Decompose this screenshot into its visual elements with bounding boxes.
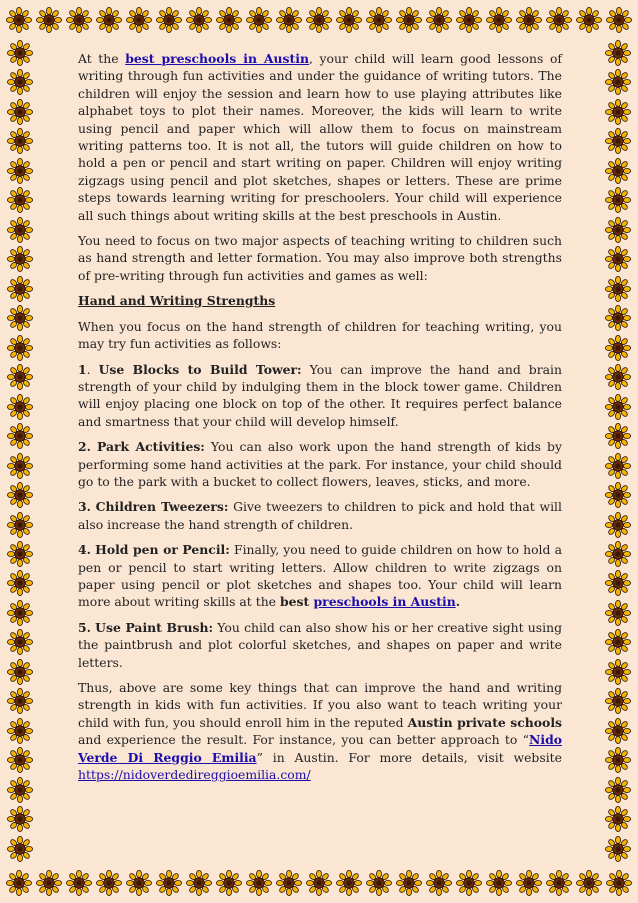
sunflower-icon xyxy=(7,836,33,862)
sunflower-icon xyxy=(605,187,631,213)
sunflower-icon xyxy=(7,453,33,479)
sunflower-icon xyxy=(7,40,33,66)
sunflower-icon xyxy=(7,217,33,243)
sunflower-icon xyxy=(605,453,631,479)
sunflower-icon xyxy=(6,870,32,896)
sunflower-icon xyxy=(7,688,33,714)
sunflower-icon xyxy=(486,870,512,896)
sunflower-icon xyxy=(6,7,32,33)
sunflower-icon xyxy=(605,305,631,331)
sunflower-icon xyxy=(216,7,242,33)
sunflower-icon xyxy=(7,335,33,361)
sunflower-icon xyxy=(246,7,272,33)
sunflower-icon xyxy=(396,7,422,33)
sunflower-icon xyxy=(606,870,632,896)
sunflower-icon xyxy=(605,364,631,390)
sunflower-icon xyxy=(426,7,452,33)
article-body xyxy=(78,50,562,791)
sunflower-icon xyxy=(605,99,631,125)
sunflower-icon xyxy=(605,600,631,626)
left-flower-border xyxy=(4,40,36,862)
sunflower-icon xyxy=(126,7,152,33)
sunflower-icon xyxy=(336,870,362,896)
sunflower-icon xyxy=(7,747,33,773)
sunflower-icon xyxy=(7,777,33,803)
sunflower-icon xyxy=(7,276,33,302)
sunflower-icon xyxy=(7,718,33,744)
sunflower-icon xyxy=(456,870,482,896)
sunflower-icon xyxy=(7,806,33,832)
sunflower-icon xyxy=(7,158,33,184)
sunflower-icon xyxy=(156,7,182,33)
list-item: 4. Hold pen or Pencil: Finally, you need to guide children on how to hold a pen or pencil to start writing letters. Allow children to write zigzags on paper using pencil or plot sketches and shapes too. Your child will learn more about writing skills at the best preschools in Austin. xyxy=(78,542,562,610)
sunflower-icon xyxy=(456,7,482,33)
nido-verde-link[interactable]: Nido Verde Di Reggio Emilia xyxy=(78,732,562,765)
list-item: 3. Children Tweezers: Give tweezers to children to pick and hold that will also increase the hand strength of children. xyxy=(78,499,562,532)
sunflower-icon xyxy=(186,7,212,33)
preschools-austin-link[interactable]: preschools in Austin xyxy=(313,594,456,610)
sunflower-icon xyxy=(605,688,631,714)
sunflower-icon xyxy=(186,870,212,896)
sunflower-icon xyxy=(366,870,392,896)
sunflower-icon xyxy=(605,512,631,538)
sunflower-icon xyxy=(7,187,33,213)
sunflower-icon xyxy=(605,158,631,184)
sunflower-icon xyxy=(605,276,631,302)
sunflower-icon xyxy=(7,69,33,95)
sunflower-icon xyxy=(7,128,33,154)
sunflower-icon xyxy=(605,40,631,66)
aspects-paragraph: You need to focus on two major aspects of teaching writing to children such as hand strength and letter formation. You may also improve both strengths of pre-writing through fun activities and games as well: xyxy=(78,233,562,283)
sunflower-icon xyxy=(66,7,92,33)
sunflower-icon xyxy=(36,870,62,896)
sunflower-icon xyxy=(516,7,542,33)
sunflower-icon xyxy=(486,7,512,33)
list-item: 1. Use Blocks to Build Tower: You can improve the hand and brain strength of your child by indulging them in the block tower game. Children will enjoy placing one block on top of the other. It requires perfect balance and smartness that your child will develop himself. xyxy=(78,361,562,429)
sunflower-icon xyxy=(7,570,33,596)
sunflower-icon xyxy=(7,99,33,125)
sunflower-icon xyxy=(156,870,182,896)
sunflower-icon xyxy=(336,7,362,33)
sunflower-icon xyxy=(7,246,33,272)
sunflower-icon xyxy=(306,7,332,33)
sunflower-icon xyxy=(605,128,631,154)
sunflower-icon xyxy=(605,747,631,773)
sunflower-icon xyxy=(96,870,122,896)
website-url-link[interactable]: https://nidoverdedireggioemilia.com/ xyxy=(78,767,311,783)
sunflower-icon xyxy=(36,7,62,33)
intro-paragraph: At the best preschools in Austin, your child will learn good lessons of writing through fun activities and under the guidance of writing tutors. The children will enjoy the session and learn how to use playing attributes like alphabet toys to plot their names. Moreover, the kids will learn to write using pencil and paper which will allow them to focus on mainstream writing patterns too. It is not all, the tutors will guide children on how to hold a pen or pencil and start writing on paper. Children will enjoy writing zigzags using pencil and plot sketches, shapes or letters. These are prime steps towards learning writing for preschoolers. Your child will experience all such things about writing skills at the best preschools in Austin. xyxy=(78,51,562,223)
closing-paragraph: Thus, above are some key things that can improve the hand and writing strength in kids with fun activities. If you also want to teach writing your child with fun, you should enroll him in the reputed Austin private schools and experience the result. For instance, you can better approach to “Nido Verde Di Reggio Emilia” in Austin. For more details, visit website https://nidoverdedireggioemilia.com/ xyxy=(78,680,563,783)
top-flower-border xyxy=(0,4,638,36)
list-item: 2. Park Activities: You can also work upon the hand strength of kids by performing some hand activities at the park. For instance, your child should go to the park with a bucket to collect flowers, leaves, sticks, and more. xyxy=(78,439,562,489)
sunflower-icon xyxy=(516,870,542,896)
sunflower-icon xyxy=(246,870,272,896)
sunflower-icon xyxy=(7,482,33,508)
sunflower-icon xyxy=(605,718,631,744)
sunflower-icon xyxy=(96,7,122,33)
right-flower-border xyxy=(602,40,634,862)
sunflower-icon xyxy=(366,7,392,33)
sunflower-icon xyxy=(606,7,632,33)
best-preschools-link[interactable]: best preschools in Austin xyxy=(125,51,309,66)
sunflower-icon xyxy=(276,7,302,33)
sunflower-icon xyxy=(605,335,631,361)
list-item: 5. Use Paint Brush: You child can also show his or her creative sight using the paintbrush and plot colorful sketches, and shapes on paper and write letters. xyxy=(78,619,562,670)
sunflower-icon xyxy=(605,69,631,95)
sunflower-icon xyxy=(605,570,631,596)
sunflower-icon xyxy=(7,541,33,567)
sunflower-icon xyxy=(605,394,631,420)
sunflower-icon xyxy=(66,870,92,896)
bottom-flower-border xyxy=(0,867,638,899)
sunflower-icon xyxy=(126,870,152,896)
sunflower-icon xyxy=(576,7,602,33)
sunflower-icon xyxy=(605,217,631,243)
sunflower-icon xyxy=(396,870,422,896)
sunflower-icon xyxy=(605,423,631,449)
sunflower-icon xyxy=(605,836,631,862)
sunflower-icon xyxy=(426,870,452,896)
sunflower-icon xyxy=(605,659,631,685)
sunflower-icon xyxy=(605,806,631,832)
activities-intro: When you focus on the hand strength of children for teaching writing, you may try fun activities as follows: xyxy=(78,318,562,352)
sunflower-icon xyxy=(605,629,631,655)
sunflower-icon xyxy=(605,482,631,508)
sunflower-icon xyxy=(276,870,302,896)
sunflower-icon xyxy=(7,394,33,420)
sunflower-icon xyxy=(7,600,33,626)
section-heading: Hand and Writing Strengths xyxy=(78,293,276,309)
sunflower-icon xyxy=(605,246,631,272)
sunflower-icon xyxy=(546,7,572,33)
sunflower-icon xyxy=(605,541,631,567)
sunflower-icon xyxy=(546,870,572,896)
sunflower-icon xyxy=(216,870,242,896)
sunflower-icon xyxy=(7,659,33,685)
sunflower-icon xyxy=(576,870,602,896)
sunflower-icon xyxy=(306,870,332,896)
sunflower-icon xyxy=(7,512,33,538)
sunflower-icon xyxy=(7,305,33,331)
sunflower-icon xyxy=(7,364,33,390)
sunflower-icon xyxy=(605,777,631,803)
sunflower-icon xyxy=(7,423,33,449)
sunflower-icon xyxy=(7,629,33,655)
